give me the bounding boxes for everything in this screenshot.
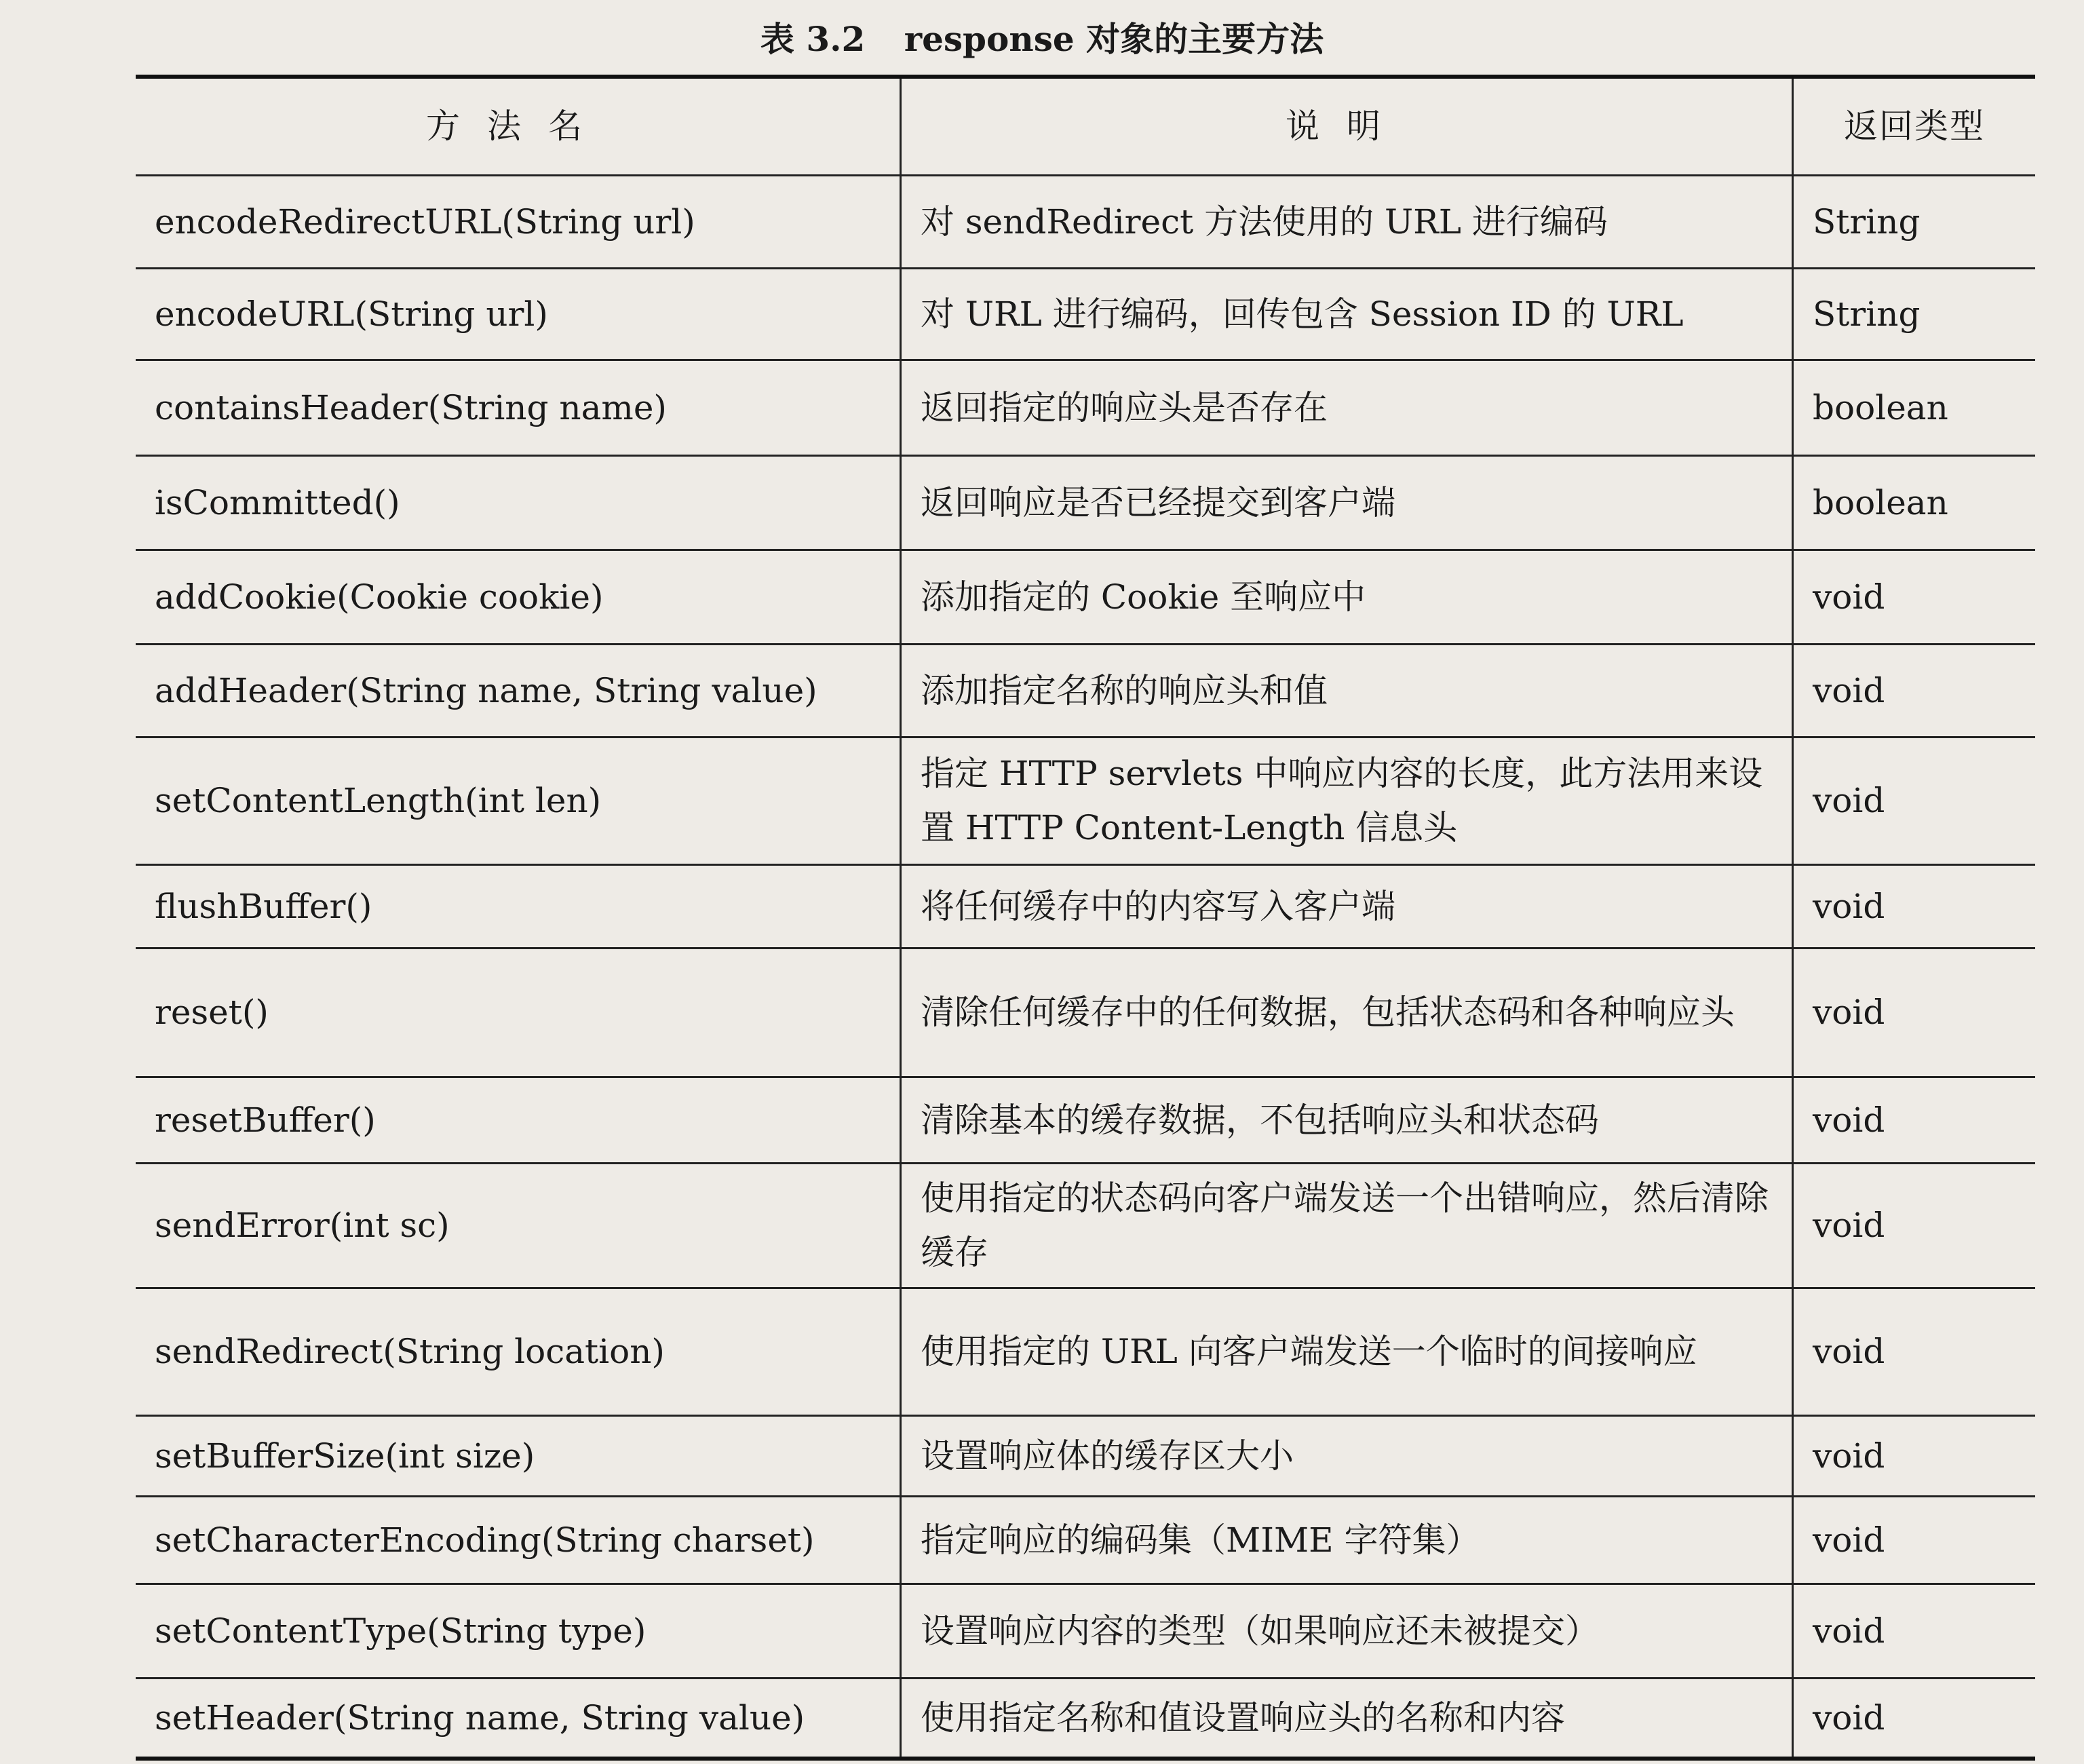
method-cell: setContentLength(int len) (136, 737, 901, 864)
description-cell: 设置响应体的缓存区大小 (901, 1415, 1793, 1496)
return-type-cell: void (1793, 1496, 2036, 1584)
table-row (136, 948, 2035, 1077)
description-cell: 对 sendRedirect 方法使用的 URL 进行编码 (901, 175, 1793, 268)
return-type-cell: String (1793, 268, 2036, 360)
return-type-cell: void (1793, 864, 2036, 948)
table-row (136, 268, 2035, 360)
return-type-cell: void (1793, 1415, 2036, 1496)
return-type-cell: void (1793, 550, 2036, 644)
methods-table (136, 75, 2035, 1761)
table-caption (0, 12, 2084, 61)
description-cell: 使用指定名称和值设置响应头的名称和内容 (901, 1678, 1793, 1759)
return-type-cell: void (1793, 1288, 2036, 1415)
method-cell: encodeRedirectURL(String url) (136, 175, 901, 268)
table-row (136, 550, 2035, 644)
description-cell: 指定响应的编码集（MIME 字符集） (901, 1496, 1793, 1584)
table-row (136, 455, 2035, 550)
table-row (136, 644, 2035, 737)
method-cell: containsHeader(String name) (136, 360, 901, 455)
return-type-cell: void (1793, 1678, 2036, 1759)
return-type-cell: void (1793, 644, 2036, 737)
table-row (136, 1584, 2035, 1678)
method-cell: setBufferSize(int size) (136, 1415, 901, 1496)
description-cell: 清除任何缓存中的任何数据，包括状态码和各种响应头 (901, 948, 1793, 1077)
method-cell: flushBuffer() (136, 864, 901, 948)
description-cell: 指定 HTTP servlets 中响应内容的长度，此方法用来设置 HTTP Content-Length 信息头 (901, 737, 1793, 864)
method-cell: setCharacterEncoding(String charset) (136, 1496, 901, 1584)
table-row (136, 864, 2035, 948)
table-row (136, 1678, 2035, 1759)
return-type-cell: boolean (1793, 455, 2036, 550)
table-number: 表 3.2 (760, 19, 866, 59)
description-cell: 添加指定的 Cookie 至响应中 (901, 550, 1793, 644)
table-row (136, 1163, 2035, 1288)
method-cell: sendError(int sc) (136, 1163, 901, 1288)
return-type-cell: void (1793, 948, 2036, 1077)
method-cell: resetBuffer() (136, 1077, 901, 1163)
description-cell: 返回响应是否已经提交到客户端 (901, 455, 1793, 550)
description-cell: 添加指定名称的响应头和值 (901, 644, 1793, 737)
return-type-cell: void (1793, 1584, 2036, 1678)
method-cell: setContentType(String type) (136, 1584, 901, 1678)
method-cell: sendRedirect(String location) (136, 1288, 901, 1415)
table-row (136, 1077, 2035, 1163)
return-type-cell: void (1793, 1077, 2036, 1163)
table-row (136, 1496, 2035, 1584)
return-type-cell: void (1793, 737, 2036, 864)
description-cell: 清除基本的缓存数据，不包括响应头和状态码 (901, 1077, 1793, 1163)
header-method: 方法名 (136, 77, 901, 175)
table-row (136, 360, 2035, 455)
description-cell: 对 URL 进行编码，回传包含 Session ID 的 URL (901, 268, 1793, 360)
return-type-cell: boolean (1793, 360, 2036, 455)
table-row (136, 1415, 2035, 1496)
return-type-cell: void (1793, 1163, 2036, 1288)
description-cell: 设置响应内容的类型（如果响应还未被提交） (901, 1584, 1793, 1678)
description-cell: 返回指定的响应头是否存在 (901, 360, 1793, 455)
description-cell: 将任何缓存中的内容写入客户端 (901, 864, 1793, 948)
description-cell: 使用指定的状态码向客户端发送一个出错响应，然后清除缓存 (901, 1163, 1793, 1288)
return-type-cell: String (1793, 175, 2036, 268)
method-cell: isCommitted() (136, 455, 901, 550)
method-cell: reset() (136, 948, 901, 1077)
method-cell: setHeader(String name, String value) (136, 1678, 901, 1759)
header-return-type: 返回类型 (1793, 77, 2036, 175)
table-row (136, 1288, 2035, 1415)
table-row (136, 737, 2035, 864)
method-cell: encodeURL(String url) (136, 268, 901, 360)
table-row (136, 175, 2035, 268)
header-description: 说明 (901, 77, 1793, 175)
table-header-row (136, 77, 2035, 175)
method-cell: addCookie(Cookie cookie) (136, 550, 901, 644)
description-cell: 使用指定的 URL 向客户端发送一个临时的间接响应 (901, 1288, 1793, 1415)
method-cell: addHeader(String name, String value) (136, 644, 901, 737)
table-title: response 对象的主要方法 (904, 19, 1324, 59)
